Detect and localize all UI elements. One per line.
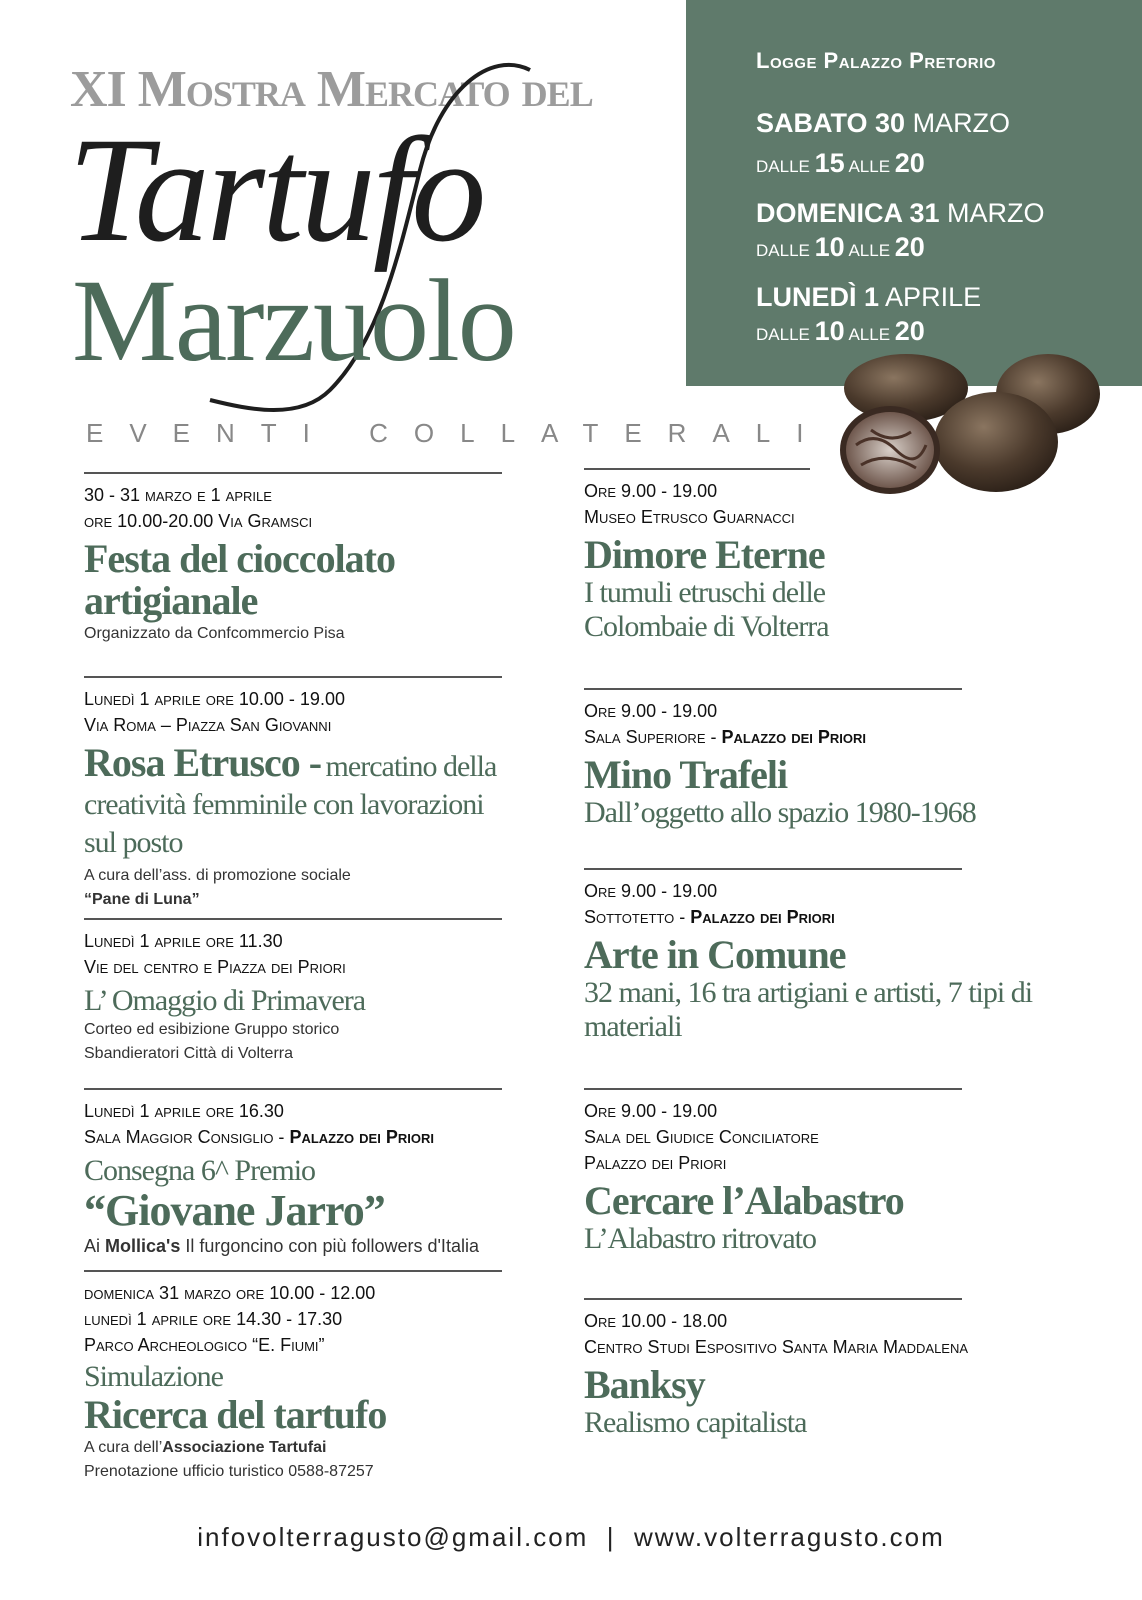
event-subtitle: Consegna 6^ Premio <box>84 1154 316 1187</box>
event-note: Sbandieratori Città di Volterra <box>84 1045 293 1062</box>
event-title: Banksy <box>584 1362 705 1407</box>
event-subtitle: Simulazione <box>84 1360 223 1393</box>
event-title: L’ Omaggio di Primavera <box>84 984 366 1017</box>
event-organizer-name: “Pane di Luna” <box>84 891 200 908</box>
event-note: Ai Mollica's Il furgoncino con più followers d'Italia <box>84 1236 479 1256</box>
event-date: 30 - 31 marzo e 1 aprile <box>84 485 272 505</box>
event-place: Sottotetto - Palazzo dei Priori <box>584 907 835 927</box>
event-subtitle: 32 mani, 16 tra artigiani e artisti, 7 tipi di materiali <box>584 976 1033 1043</box>
event-block <box>584 688 1004 830</box>
event-place: Sala Maggior Consiglio - Palazzo dei Priori <box>84 1127 434 1147</box>
section-heading-eventi: EVENTI COLLATERALI <box>86 418 830 448</box>
event-place: Via Roma – Piazza San Giovanni <box>84 715 332 735</box>
event-place: Vie del centro e Piazza dei Priori <box>84 957 346 977</box>
divider <box>84 1088 502 1090</box>
divider <box>84 676 502 678</box>
event-organizer: A cura dell’Associazione Tartufai <box>84 1439 327 1456</box>
event-block <box>584 868 1064 1044</box>
event-block <box>584 1088 1004 1256</box>
divider <box>584 688 962 690</box>
footer-contacts <box>0 1522 1142 1553</box>
event-subtitle: I tumuli etruschi delle Colombaie di Volterra <box>584 576 829 643</box>
title-marzuolo: Marzuolo <box>72 255 515 386</box>
event-date: Lunedì 1 aprile ore 10.00 - 19.00 <box>84 689 345 709</box>
event-block <box>84 1270 502 1484</box>
event-block <box>84 1088 564 1258</box>
divider <box>84 1270 502 1272</box>
event-title: Arte in Comune <box>584 932 846 977</box>
event-date: Lunedì 1 aprile ore 16.30 <box>84 1101 284 1121</box>
divider <box>84 472 502 474</box>
schedule-box <box>686 0 1142 386</box>
event-title: Rosa Etrusco - mercatino della creatività femminile con lavorazioni sul posto <box>84 740 497 859</box>
event-title: Cercare l’Alabastro <box>584 1178 904 1223</box>
event-time: Ore 9.00 - 19.00 <box>584 881 718 901</box>
event-subtitle: Realismo capitalista <box>584 1406 807 1439</box>
event-organizer: Organizzato da Confcommercio Pisa <box>84 625 345 642</box>
event-block <box>84 918 502 1066</box>
divider <box>584 1088 962 1090</box>
event-subtitle: Dall’oggetto allo spazio 1980-1968 <box>584 796 976 829</box>
schedule-hours: DALLE 10 ALLE 20 <box>756 316 925 346</box>
event-block <box>584 1298 1024 1440</box>
event-time: Ore 10.00 - 18.00 <box>584 1311 728 1331</box>
schedule-day: SABATO 30 MARZO <box>756 108 1011 138</box>
event-organizer: A cura dell’ass. di promozione sociale <box>84 867 351 884</box>
event-time: Ore 9.00 - 19.00 <box>584 481 718 501</box>
event-title: “Giovane Jarro” <box>84 1186 385 1235</box>
schedule-day: DOMENICA 31 MARZO <box>756 198 1045 228</box>
event-place: Parco Archeologico “E. Fiumi” <box>84 1335 325 1355</box>
event-date: lunedì 1 aprile ore 14.30 - 17.30 <box>84 1309 343 1329</box>
event-time: Ore 9.00 - 19.00 <box>584 701 718 721</box>
footer-separator: | <box>606 1522 616 1552</box>
event-time-place: ore 10.00-20.00 Via Gramsci <box>84 511 313 531</box>
event-block <box>84 472 502 646</box>
venue-label: Logge Palazzo Pretorio <box>756 48 996 73</box>
title-tartufo: Tartufo <box>68 107 484 273</box>
event-title: Mino Trafeli <box>584 752 788 797</box>
divider <box>584 468 810 470</box>
divider <box>584 1298 962 1300</box>
schedule-hours: DALLE 15 ALLE 20 <box>756 148 925 178</box>
event-title: Ricerca del tartufo <box>84 1392 387 1437</box>
event-place: Palazzo dei Priori <box>584 1153 727 1173</box>
event-edition-title: XI Mostra Mercato del <box>70 61 593 118</box>
event-date: domenica 31 marzo ore 10.00 - 12.00 <box>84 1283 376 1303</box>
event-booking: Prenotazione ufficio turistico 0588-87257 <box>84 1463 374 1480</box>
event-subtitle: L’Alabastro ritrovato <box>584 1222 816 1255</box>
schedule-hours: DALLE 10 ALLE 20 <box>756 232 925 262</box>
divider <box>84 918 502 920</box>
event-place: Centro Studi Espositivo Santa Maria Maddalena <box>584 1337 969 1357</box>
contact-email[interactable]: infovolterragusto@gmail.com <box>197 1522 589 1552</box>
event-place: Museo Etrusco Guarnacci <box>584 507 795 527</box>
divider <box>584 868 962 870</box>
event-title: Dimore Eterne <box>584 532 825 577</box>
event-date: Lunedì 1 aprile ore 11.30 <box>84 931 283 951</box>
schedule-day: LUNEDÌ 1 APRILE <box>756 282 982 312</box>
event-title: Festa del cioccolato artigianale <box>84 536 395 623</box>
event-time: Ore 9.00 - 19.00 <box>584 1101 718 1121</box>
event-place: Sala Superiore - Palazzo dei Priori <box>584 727 867 747</box>
event-place: Sala del Giudice Conciliatore <box>584 1127 819 1147</box>
event-block <box>584 468 984 644</box>
contact-website[interactable]: www.volterragusto.com <box>634 1522 945 1552</box>
event-note: Corteo ed esibizione Gruppo storico <box>84 1021 340 1038</box>
event-block <box>84 676 502 912</box>
